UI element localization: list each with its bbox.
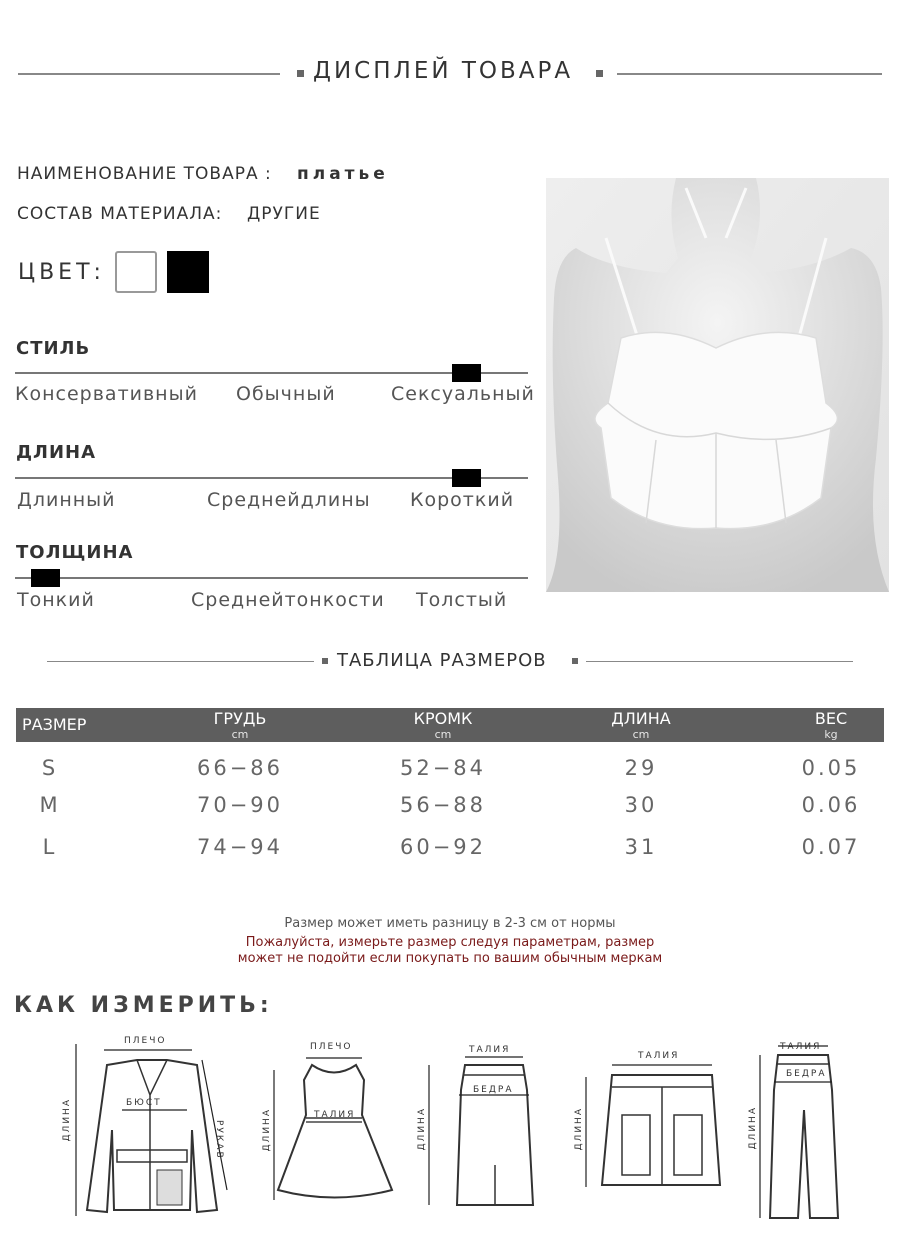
thickness-scale-track <box>15 577 528 579</box>
size-table-divider-right <box>586 661 853 662</box>
material-value: ДРУГИЕ <box>247 204 321 224</box>
cell-hem: 60−92 <box>399 835 487 859</box>
product-name-label: НАИМЕНОВАНИЕ ТОВАРА : <box>17 164 272 184</box>
cell-bust: 70−90 <box>196 793 284 817</box>
cell-bust: 74−94 <box>196 835 284 859</box>
cell-weight: 0.07 <box>801 835 861 859</box>
dress-shoulder-label: ПЛЕЧО <box>310 1042 353 1052</box>
pants-diagram <box>748 1040 858 1222</box>
header-bullet-right <box>596 70 603 77</box>
dress-waist-label: ТАЛИЯ <box>314 1110 356 1120</box>
color-label: ЦВЕТ: <box>18 260 105 285</box>
header-bust: ГРУДЬ cm <box>213 709 267 741</box>
material-label: СОСТАВ МАТЕРИАЛА: <box>17 204 223 224</box>
cell-hem: 52−84 <box>399 756 487 780</box>
jacket-shoulder-label: ПЛЕЧО <box>124 1036 167 1046</box>
size-note: Размер может иметь разницу в 2-3 см от нормы <box>284 916 616 931</box>
header-divider-right <box>617 73 882 75</box>
header-divider-left <box>18 73 280 75</box>
cell-size: L <box>42 835 58 859</box>
header-size: РАЗМЕР <box>22 715 87 734</box>
header-bullet-left <box>297 70 304 77</box>
skirt-waist-label: ТАЛИЯ <box>469 1045 511 1055</box>
jacket-diagram <box>62 1036 242 1220</box>
cell-length: 31 <box>624 835 658 859</box>
cell-length: 30 <box>624 793 658 817</box>
style-option-conservative: Консервативный <box>15 383 198 405</box>
length-option-short: Короткий <box>410 489 515 511</box>
measure-warning-line1: Пожалуйста, измерьте размер следуя параметрам, размер <box>245 935 655 950</box>
jacket-length-label: ДЛИНА <box>62 1098 72 1142</box>
page-title: ДИСПЛЕЙ ТОВАРА <box>313 58 574 84</box>
thickness-scale-marker <box>31 569 60 587</box>
color-swatch-white[interactable] <box>115 251 157 293</box>
length-scale-marker <box>452 469 481 487</box>
jacket-sleeve-label: РУКАВ <box>214 1120 224 1160</box>
thickness-scale-title: ТОЛЩИНА <box>16 542 134 563</box>
thickness-option-thick: Толстый <box>416 589 508 611</box>
skirt-drawing <box>415 1045 555 1215</box>
skirt-diagram <box>415 1045 555 1215</box>
size-table-divider-left <box>47 661 314 662</box>
skirt-hips-label: БЕДРА <box>473 1085 514 1095</box>
length-scale-title: ДЛИНА <box>16 442 97 463</box>
pants-waist-label: ТАЛИЯ <box>780 1042 822 1052</box>
pants-drawing <box>748 1040 858 1222</box>
style-scale-marker <box>452 364 481 382</box>
cell-hem: 56−88 <box>399 793 487 817</box>
thickness-option-medium: Среднейтонкости <box>191 589 385 611</box>
dress-length-label: ДЛИНА <box>262 1108 272 1152</box>
cell-weight: 0.05 <box>801 756 861 780</box>
style-option-casual: Обычный <box>236 383 336 405</box>
length-option-long: Длинный <box>17 489 116 511</box>
shorts-waist-label: ТАЛИЯ <box>638 1051 680 1061</box>
cell-weight: 0.06 <box>801 793 861 817</box>
shorts-length-label: ДЛИНА <box>574 1107 584 1151</box>
skirt-length-label: ДЛИНА <box>417 1107 427 1151</box>
pants-hips-label: БЕДРА <box>786 1069 827 1079</box>
size-table-bullet-right <box>572 658 578 664</box>
pants-length-label: ДЛИНА <box>748 1106 758 1150</box>
cell-size: M <box>39 793 61 817</box>
thickness-option-thin: Тонкий <box>17 589 95 611</box>
color-swatch-black[interactable] <box>167 251 209 293</box>
product-name-value: платье <box>297 164 389 184</box>
dress-diagram <box>262 1040 412 1210</box>
style-scale-title: СТИЛЬ <box>16 338 91 359</box>
dress-drawing <box>262 1040 412 1210</box>
header-hem: КРОМК cm <box>413 709 473 741</box>
style-option-sexy: Сексуальный <box>391 383 535 405</box>
length-option-medium: Среднейдлины <box>207 489 371 511</box>
cell-size: S <box>41 756 59 780</box>
size-table-title: ТАБЛИЦА РАЗМЕРОВ <box>337 650 547 671</box>
cell-length: 29 <box>624 756 658 780</box>
shorts-diagram <box>572 1045 742 1205</box>
header-weight: ВЕС kg <box>814 709 848 741</box>
size-table-bullet-left <box>322 658 328 664</box>
measure-warning-line2: может не подойти если покупать по вашим обычным меркам <box>237 951 663 966</box>
product-photo <box>546 178 889 592</box>
how-to-measure-title: КАК ИЗМЕРИТЬ: <box>14 993 273 1018</box>
jacket-bust-label: БЮСТ <box>126 1098 162 1108</box>
shorts-drawing <box>572 1045 742 1205</box>
header-length: ДЛИНА cm <box>611 709 671 741</box>
cell-bust: 66−86 <box>196 756 284 780</box>
